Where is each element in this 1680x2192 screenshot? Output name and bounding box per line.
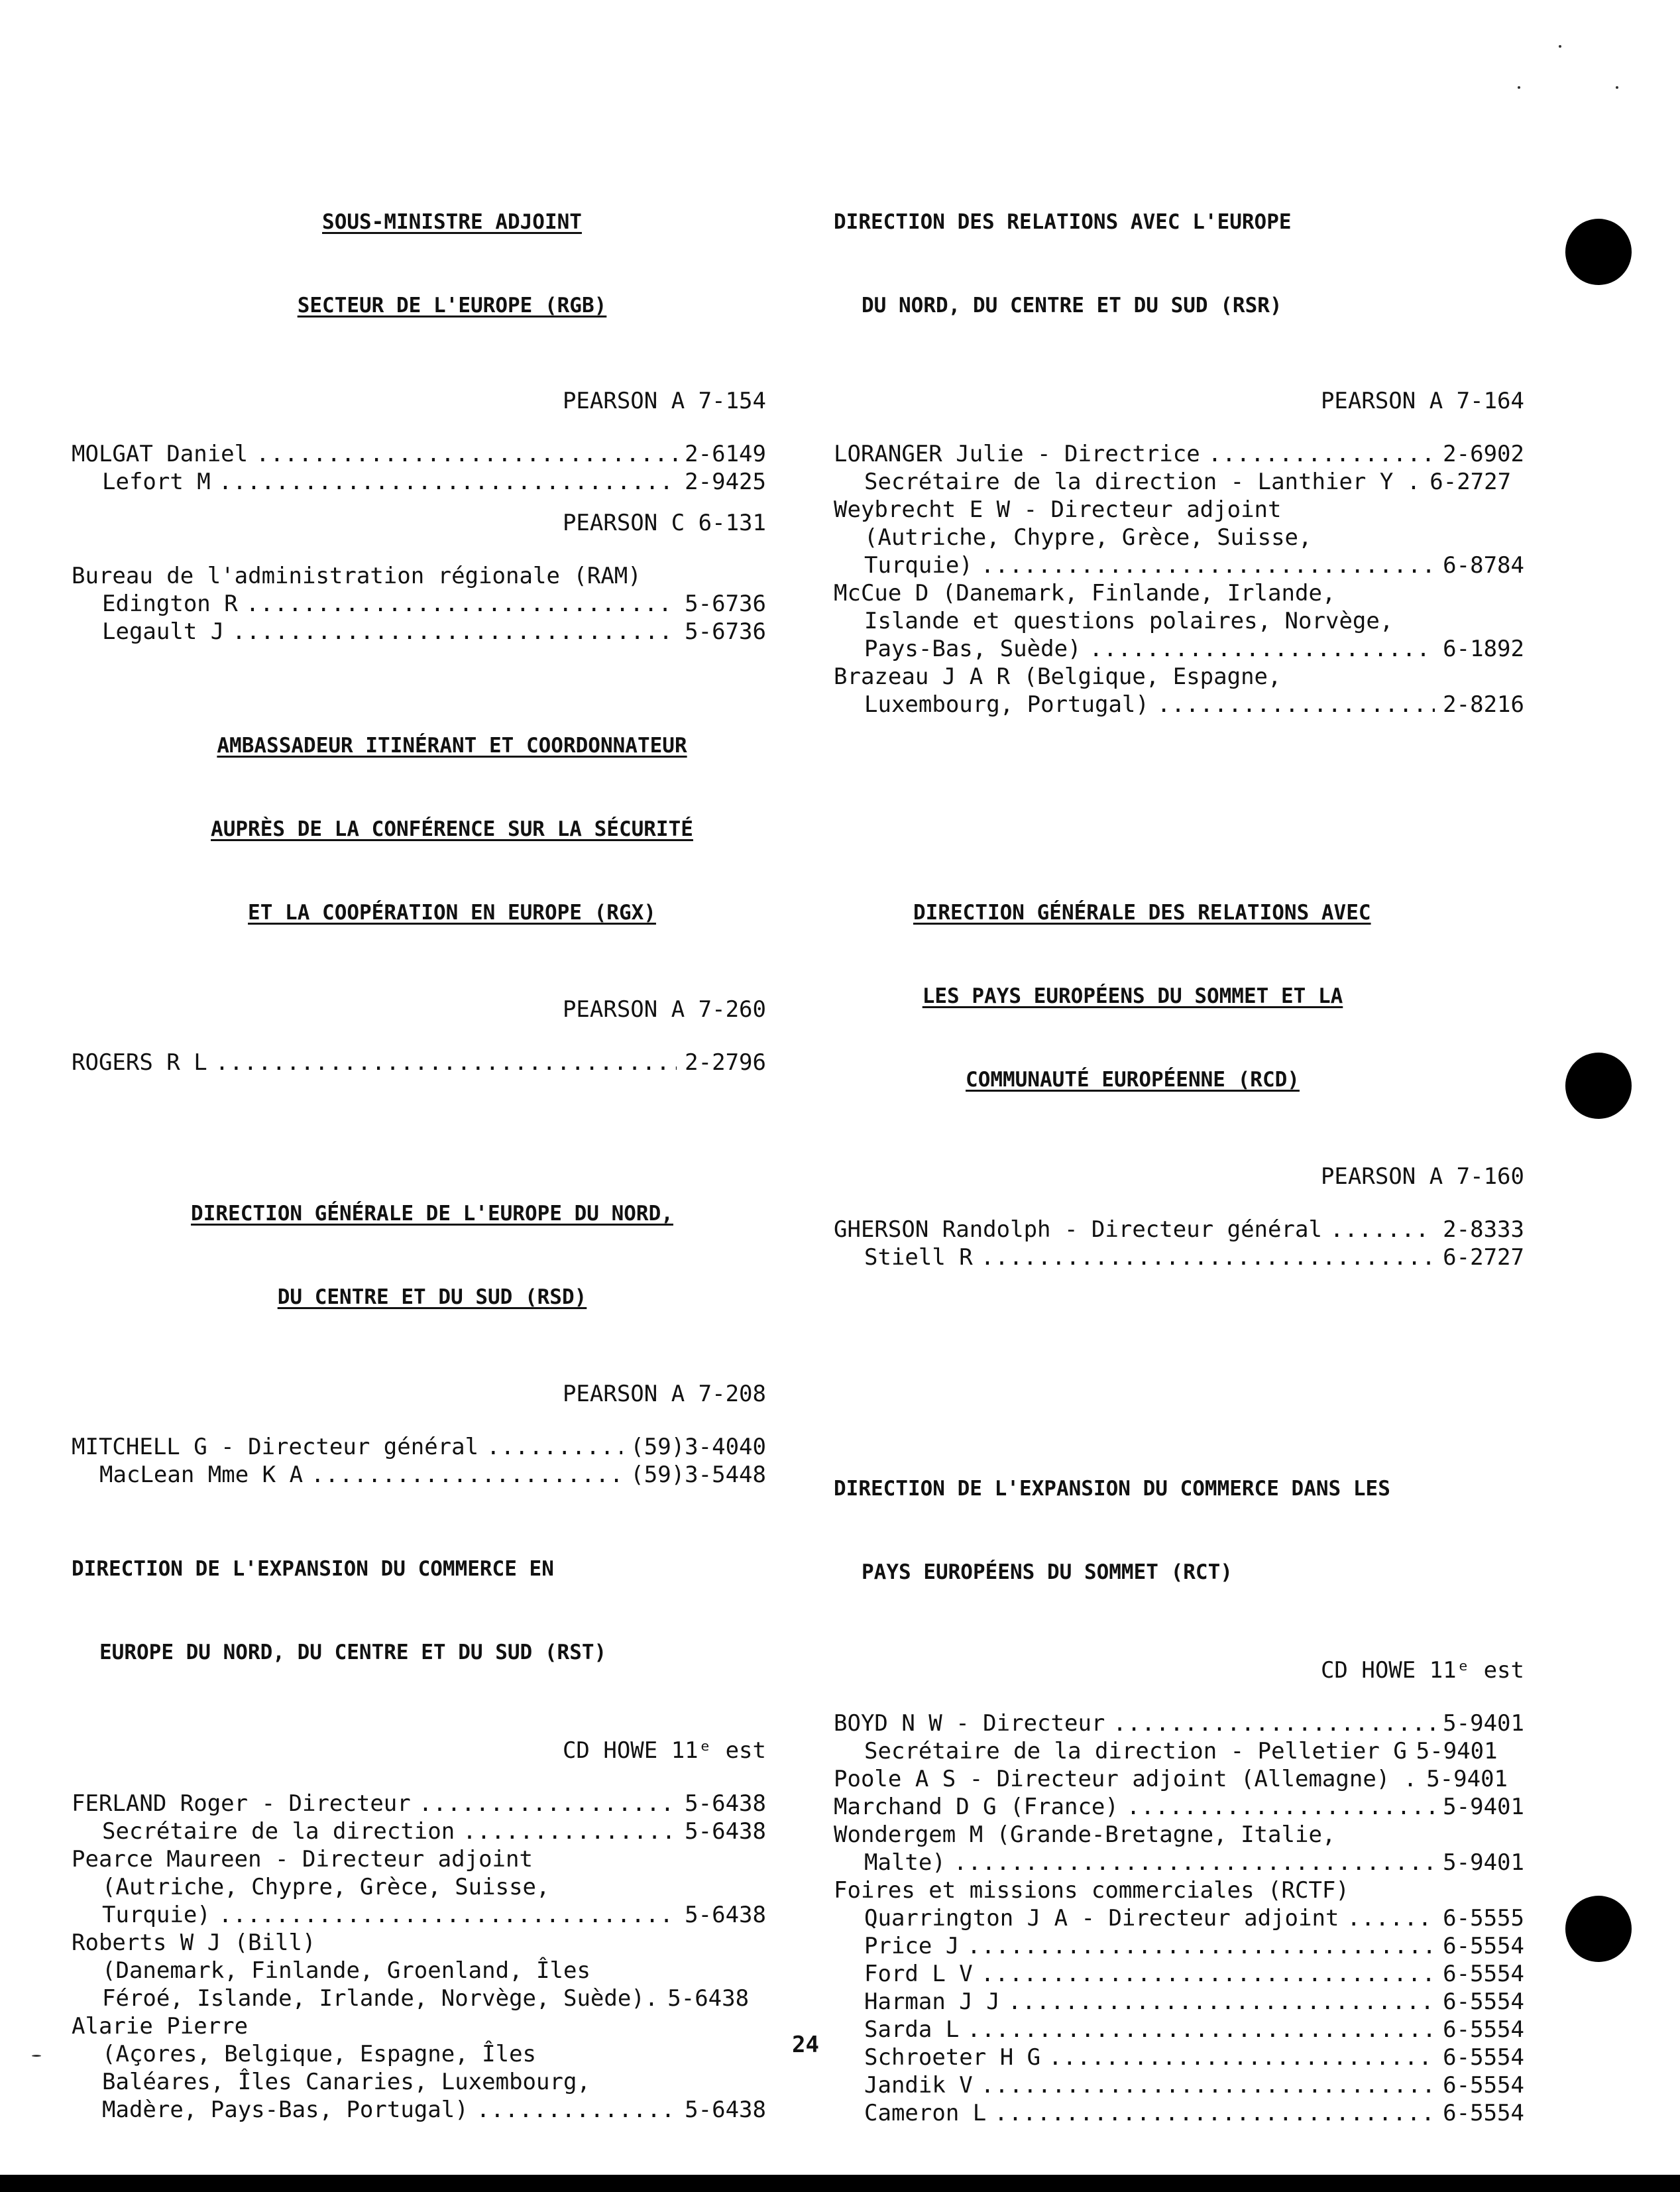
entry-name: Secrétaire de la direction - Lanthier Y . xyxy=(864,469,1421,495)
dot-leader xyxy=(1127,1793,1435,1821)
entry-name: Luxembourg, Portugal) xyxy=(864,691,1149,718)
entry-phone: 6-2727 xyxy=(1429,469,1512,495)
directory-entry xyxy=(834,2071,1524,2099)
dot-leader xyxy=(1113,1709,1435,1737)
entry-name: Stiell R xyxy=(864,1244,973,1271)
directory-entry xyxy=(834,1243,1524,1271)
group-heading: Foires et missions commerciales (RCTF) xyxy=(834,1877,1349,1904)
entry-phone: 6-2727 xyxy=(1443,1244,1524,1271)
directory-entry xyxy=(834,1216,1524,1243)
directory-entry xyxy=(834,1709,1524,1737)
directory-entry xyxy=(834,2044,1524,2071)
entry-phone: (59)3-5448 xyxy=(630,1462,766,1488)
entry-name: Secrétaire de la direction xyxy=(102,1818,455,1845)
dot-leader xyxy=(954,1849,1435,1876)
entry-line: (Açores, Belgique, Espagne, Îles xyxy=(102,2041,537,2067)
dot-leader xyxy=(419,1790,677,1817)
directory-entry xyxy=(834,691,1524,719)
section-title xyxy=(834,843,1524,1149)
dot-leader xyxy=(981,1960,1435,1988)
entry-name: Quarrington J A - Directeur adjoint xyxy=(864,1905,1339,1932)
entry-name: Secrétaire de la direction - Pelletier G xyxy=(864,1738,1407,1764)
directory-entry xyxy=(834,1765,1524,1793)
directory-entry xyxy=(834,2099,1524,2127)
directory-entry xyxy=(834,1793,1524,1821)
directory-entry xyxy=(834,1737,1524,1765)
directory-entry xyxy=(834,440,1524,468)
entry-phone: 5-9401 xyxy=(1426,1766,1508,1792)
dot-leader xyxy=(981,551,1435,579)
dot-leader xyxy=(1090,635,1435,663)
section-rgx xyxy=(72,676,766,1076)
entry-phone: 6-5554 xyxy=(1443,1961,1524,1987)
directory-entry xyxy=(72,590,766,618)
directory-entry xyxy=(72,1461,766,1489)
entry-name: BOYD N W - Directeur xyxy=(834,1710,1105,1737)
entry-name: Edington R xyxy=(102,591,238,617)
dot-leader xyxy=(1048,2044,1435,2071)
entry-name: Malte) xyxy=(864,1849,946,1876)
entry-name: Turquie) xyxy=(102,1902,211,1928)
entry-name: FERLAND Roger - Directeur xyxy=(72,1790,411,1817)
dot-leader xyxy=(246,590,677,618)
location: PEARSON A 7-260 xyxy=(562,996,766,1023)
section-title xyxy=(72,676,766,982)
entry-phone: 2-6149 xyxy=(685,441,766,467)
dot-leader xyxy=(486,1433,622,1461)
directory-entry xyxy=(834,1932,1524,1960)
entry-phone: 5-6736 xyxy=(685,591,766,617)
dot-leader xyxy=(256,440,677,468)
entry-name: MacLean Mme K A xyxy=(99,1462,304,1488)
entry-phone: 5-9401 xyxy=(1443,1849,1524,1876)
entry-line: Brazeau J A R (Belgique, Espagne, xyxy=(834,663,1282,690)
dot-leader xyxy=(1208,440,1435,468)
location: CD HOWE 11ᵉ est xyxy=(1320,1657,1524,1684)
entry-line: Weybrecht E W - Directeur adjoint xyxy=(834,496,1282,523)
entry-name: Poole A S - Directeur adjoint (Allemagne) . xyxy=(834,1766,1418,1792)
entry-phone: 6-5554 xyxy=(1443,2072,1524,2099)
scan-speck xyxy=(32,2055,41,2057)
entry-name: GHERSON Randolph - Directeur général xyxy=(834,1216,1322,1243)
directory-entry xyxy=(834,2016,1524,2044)
entry-name: Schroeter H G xyxy=(864,2044,1041,2071)
scan-speck xyxy=(1616,86,1618,89)
directory-entry xyxy=(834,1988,1524,2016)
entry-name: Jandik V xyxy=(864,2072,973,2099)
entry-phone: 2-8216 xyxy=(1443,691,1524,718)
dot-leader xyxy=(1330,1216,1435,1243)
title-line: SECTEUR DE L'EUROPE (RGB) xyxy=(297,294,607,317)
entry-phone: (59)3-4040 xyxy=(630,1434,766,1460)
directory-entry xyxy=(834,468,1524,496)
entry-line: Alarie Pierre xyxy=(72,2013,249,2040)
entry-phone: 5-6438 xyxy=(685,1790,766,1817)
title-line: DIRECTION DES RELATIONS AVEC L'EUROPE xyxy=(834,210,1292,234)
entry-phone: 2-2796 xyxy=(685,1049,766,1076)
entry-phone: 5-9401 xyxy=(1443,1710,1524,1737)
dot-leader xyxy=(215,1049,677,1076)
entry-phone: 5-9401 xyxy=(1416,1738,1498,1764)
title-line: DIRECTION GÉNÉRALE DE L'EUROPE DU NORD, xyxy=(191,1202,673,1226)
group-heading: Bureau de l'administration régionale (RAM) xyxy=(72,563,642,589)
directory-entry xyxy=(72,1985,766,2012)
dot-leader xyxy=(967,1932,1435,1960)
scan-speck xyxy=(1559,45,1561,48)
entry-line: Islande et questions polaires, Norvège, xyxy=(864,608,1394,634)
entry-phone: 5-6438 xyxy=(667,1985,750,2012)
entry-phone: 6-1892 xyxy=(1443,636,1524,662)
entry-phone: 2-9425 xyxy=(685,469,766,495)
entry-name: ROGERS R L xyxy=(72,1049,207,1076)
entry-line: Baléares, Îles Canaries, Luxembourg, xyxy=(102,2069,590,2095)
dot-leader xyxy=(311,1461,622,1489)
entry-name: Price J xyxy=(864,1933,960,1959)
directory-entry xyxy=(72,1049,766,1076)
directory-entry xyxy=(834,1849,1524,1876)
section-rcd xyxy=(834,843,1524,1271)
entry-phone: 2-8333 xyxy=(1443,1216,1524,1243)
section-title xyxy=(72,152,766,375)
section-title xyxy=(834,152,1524,375)
entry-name: Legault J xyxy=(102,618,225,645)
entry-line: (Autriche, Chypre, Grèce, Suisse, xyxy=(102,1874,550,1900)
title-line: DU NORD, DU CENTRE ET DU SUD (RSR) xyxy=(862,294,1282,317)
section-rsr xyxy=(834,152,1524,719)
entry-phone: 5-6438 xyxy=(685,1818,766,1845)
title-line: SOUS-MINISTRE ADJOINT xyxy=(322,210,582,234)
entry-name: MOLGAT Daniel xyxy=(72,441,249,467)
directory-entry xyxy=(72,440,766,468)
punch-hole-mark xyxy=(1565,1053,1632,1119)
entry-phone: 6-8784 xyxy=(1443,552,1524,579)
title-line: LES PAYS EUROPÉENS DU SOMMET ET LA xyxy=(922,984,1343,1008)
punch-hole-mark xyxy=(1565,1896,1632,1962)
entry-line: (Autriche, Chypre, Grèce, Suisse, xyxy=(864,524,1312,551)
scan-speck xyxy=(1518,86,1520,89)
dot-leader xyxy=(232,618,677,646)
entry-phone: 2-6902 xyxy=(1443,441,1524,467)
entry-phone: 5-6438 xyxy=(685,1902,766,1928)
entry-phone: 6-5554 xyxy=(1443,1933,1524,1959)
section-title xyxy=(834,1419,1524,1642)
entry-name: MITCHELL G - Directeur général xyxy=(72,1434,479,1460)
location: PEARSON A 7-154 xyxy=(562,388,766,414)
title-line: DU CENTRE ET DU SUD (RSD) xyxy=(277,1285,587,1309)
entry-line: Wondergem M (Grande-Bretagne, Italie, xyxy=(834,1821,1336,1848)
entry-line: McCue D (Danemark, Finlande, Irlande, xyxy=(834,580,1336,606)
directory-entry xyxy=(72,1901,766,1929)
entry-name: Pays-Bas, Suède) xyxy=(864,636,1082,662)
entry-phone: 5-9401 xyxy=(1443,1794,1524,1820)
entry-phone: 6-5554 xyxy=(1443,2100,1524,2126)
title-line: DIRECTION DE L'EXPANSION DU COMMERCE EN xyxy=(72,1557,554,1581)
scan-edge-bar xyxy=(0,2175,1680,2192)
directory-entry xyxy=(72,1817,766,1845)
directory-entry xyxy=(72,2096,766,2124)
section-rgb xyxy=(72,152,766,646)
entry-phone: 6-5555 xyxy=(1443,1905,1524,1932)
title-line: DIRECTION GÉNÉRALE DES RELATIONS AVEC xyxy=(913,901,1371,925)
directory-entry xyxy=(834,635,1524,663)
entry-line: (Danemark, Finlande, Groenland, Îles xyxy=(102,1957,590,1984)
directory-entry xyxy=(834,551,1524,579)
section-title xyxy=(72,1144,766,1367)
dot-leader xyxy=(1008,1988,1435,2016)
title-line: PAYS EUROPÉENS DU SOMMET (RCT) xyxy=(862,1560,1233,1584)
entry-name: Ford L V xyxy=(864,1961,973,1987)
location: PEARSON A 7-208 xyxy=(562,1381,766,1407)
title-line: AUPRÈS DE LA CONFÉRENCE SUR LA SÉCURITÉ xyxy=(211,817,693,841)
section-rsd xyxy=(72,1144,766,1489)
entry-phone: 6-5554 xyxy=(1443,2044,1524,2071)
entry-line: Pearce Maureen - Directeur adjoint xyxy=(72,1846,533,1873)
entry-name: Harman J J xyxy=(864,1989,1000,2015)
entry-phone: 5-6438 xyxy=(685,2097,766,2123)
entry-name: Madère, Pays-Bas, Portugal) xyxy=(102,2097,469,2123)
location: PEARSON A 7-164 xyxy=(1320,388,1524,414)
punch-hole-mark xyxy=(1565,219,1632,285)
dot-leader xyxy=(1157,691,1435,719)
directory-entry xyxy=(72,1790,766,1817)
location: PEARSON A 7-160 xyxy=(1320,1163,1524,1190)
entry-phone: 5-6736 xyxy=(685,618,766,645)
entry-name: Cameron L xyxy=(864,2100,987,2126)
dot-leader xyxy=(981,2071,1435,2099)
location: PEARSON C 6-131 xyxy=(562,510,766,536)
location: CD HOWE 11ᵉ est xyxy=(562,1737,766,1764)
section-rst xyxy=(72,1499,766,2124)
directory-entry xyxy=(834,1960,1524,1988)
entry-phone: 6-5554 xyxy=(1443,2016,1524,2043)
entry-name: Sarda L xyxy=(864,2016,960,2043)
dot-leader xyxy=(476,2096,677,2124)
dot-leader xyxy=(463,1817,677,1845)
directory-entry xyxy=(834,1904,1524,1932)
section-rct xyxy=(834,1419,1524,2127)
title-line: COMMUNAUTÉ EUROPÉENNE (RCD) xyxy=(966,1068,1300,1092)
dot-leader xyxy=(981,1243,1435,1271)
entry-name: Féroé, Islande, Irlande, Norvège, Suède). xyxy=(102,1985,659,2012)
dot-leader xyxy=(1347,1904,1435,1932)
title-line: DIRECTION DE L'EXPANSION DU COMMERCE DANS LES xyxy=(834,1477,1390,1501)
entry-name: Turquie) xyxy=(864,552,973,579)
title-line: EUROPE DU NORD, DU CENTRE ET DU SUD (RST) xyxy=(99,1641,607,1664)
entry-name: LORANGER Julie - Directrice xyxy=(834,441,1200,467)
entry-line: Roberts W J (Bill) xyxy=(72,1930,316,1956)
directory-entry xyxy=(72,468,766,496)
dot-leader xyxy=(219,1901,677,1929)
dot-leader xyxy=(219,468,677,496)
entry-phone: 6-5554 xyxy=(1443,1989,1524,2015)
entry-name: Lefort M xyxy=(102,469,211,495)
dot-leader xyxy=(994,2099,1435,2127)
dot-leader xyxy=(967,2016,1435,2044)
directory-entry xyxy=(72,618,766,646)
directory-entry xyxy=(72,1433,766,1461)
page-number: 24 xyxy=(792,2032,819,2058)
title-line: ET LA COOPÉRATION EN EUROPE (RGX) xyxy=(248,901,656,925)
section-title xyxy=(72,1499,766,1722)
title-line: AMBASSADEUR ITINÉRANT ET COORDONNATEUR xyxy=(217,734,687,758)
entry-name: Marchand D G (France) xyxy=(834,1794,1119,1820)
